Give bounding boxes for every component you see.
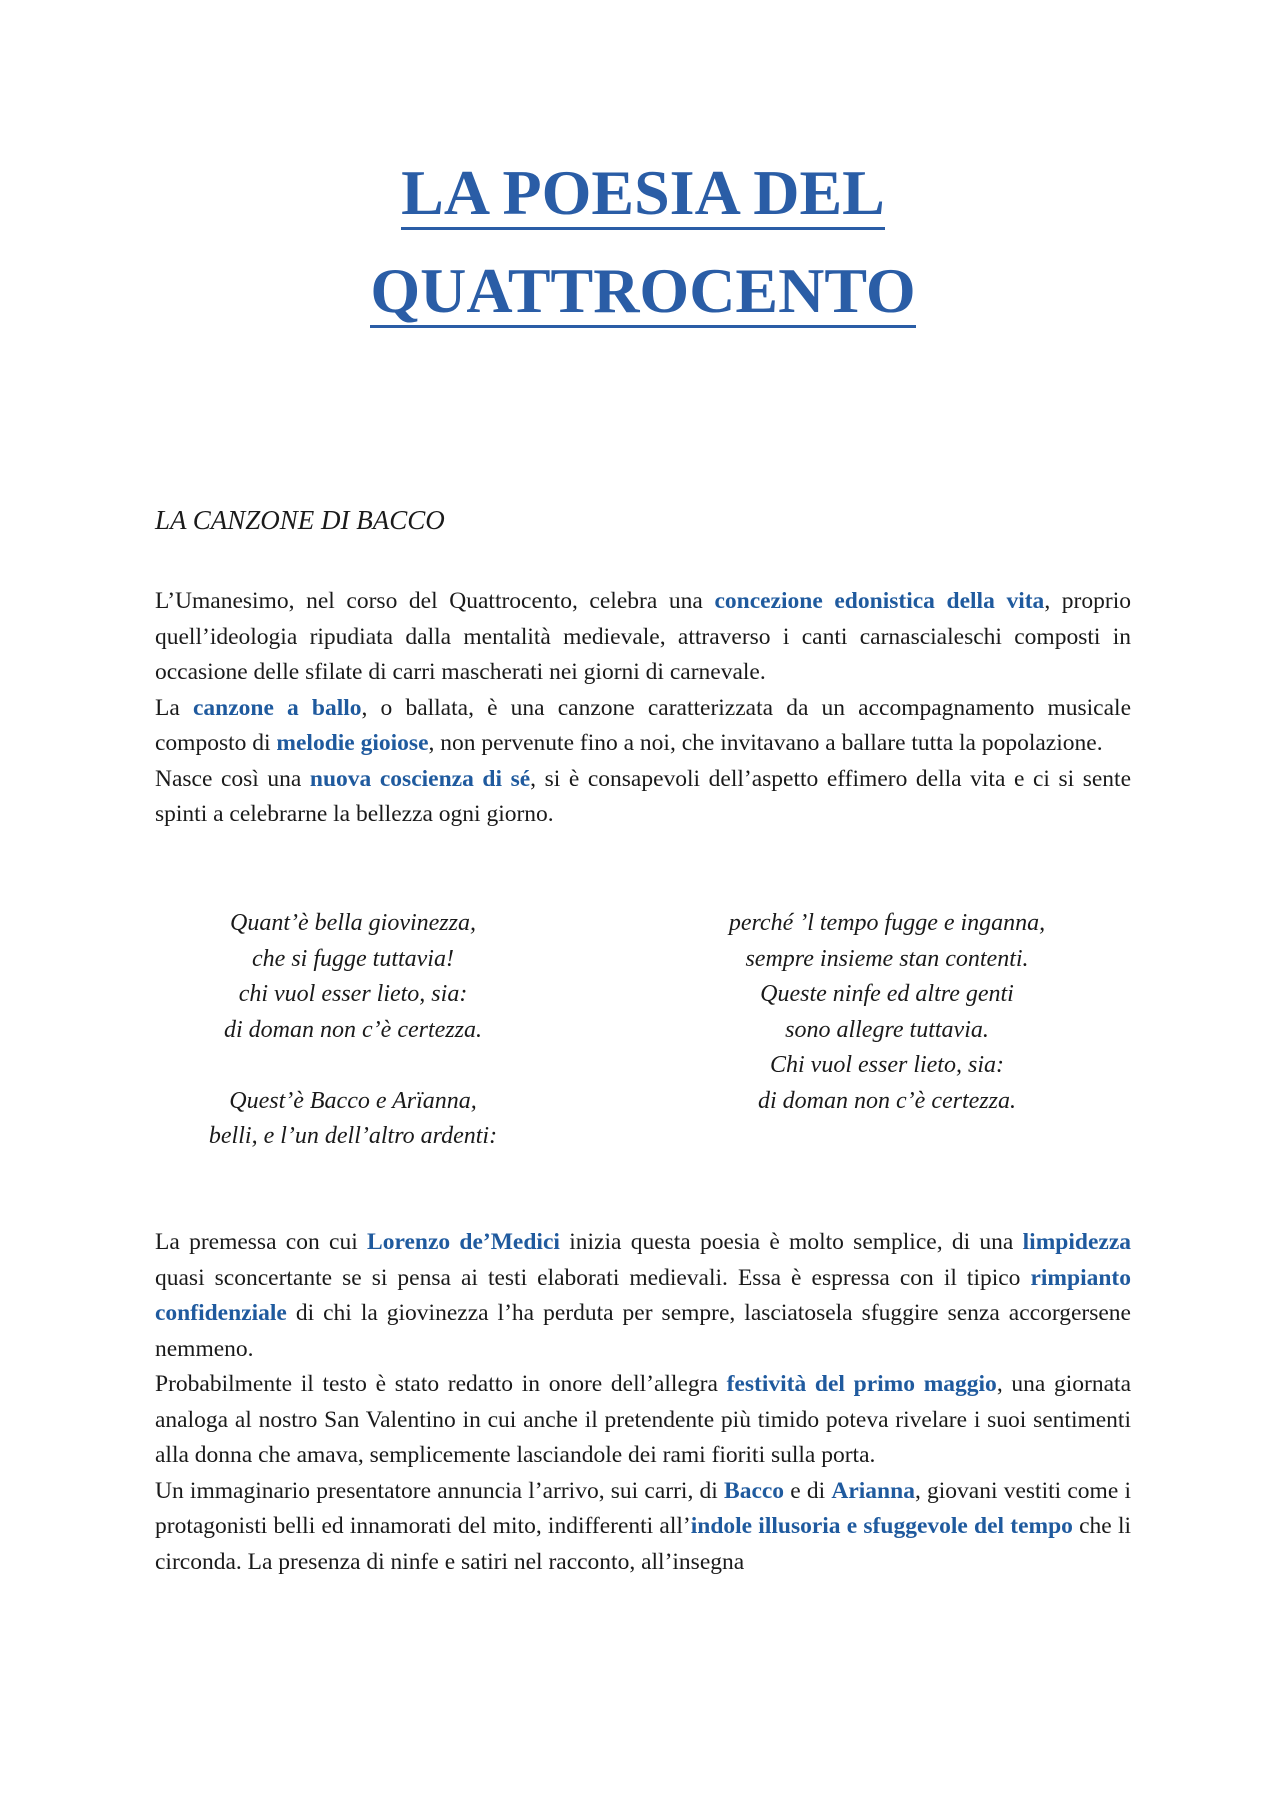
poem-column-left: [203, 906, 503, 1155]
highlight-term: festività del primo maggio: [726, 1371, 997, 1397]
section-heading: LA CANZONE DI BACCO: [155, 505, 445, 535]
poem-line: di doman non c’è certezza.: [224, 1016, 482, 1043]
highlight-term: melodie gioiose: [276, 730, 429, 756]
highlight-term: nuova coscienza di sé: [309, 765, 531, 792]
title-line-1: LA POESIA DEL: [401, 157, 885, 228]
poem-line: sempre insieme stan contenti.: [745, 945, 1029, 972]
text-run: e di: [784, 1477, 832, 1504]
poem-line: Queste ninfe ed altre genti: [760, 981, 1014, 1007]
poem-line: Chi vuol esser lieto, sia:: [770, 1052, 1004, 1078]
poem-line: belli, e l’un dell’altro ardenti:: [208, 1123, 498, 1149]
poem-line: sono allegre tuttavia.: [785, 1016, 989, 1043]
intro-paragraph-2: [155, 691, 1131, 762]
text-run: L’Umanesimo, nel corso del Quattrocento, celebra una: [155, 588, 715, 614]
title-line-2: QUATTROCENTO: [370, 255, 916, 326]
text-run: , giovani vestiti come i protagonisti belli ed innamorati del mito, indifferenti all’: [155, 1477, 1131, 1539]
page-title: [155, 150, 1131, 334]
highlight-term: Arianna: [831, 1477, 915, 1504]
analysis-paragraph-3: [155, 1474, 1131, 1581]
text-run: inizia questa poesia è molto semplice, di una: [559, 1229, 1023, 1255]
text-run: Probabilmente il testo è stato redatto in onore dell’allegra: [155, 1371, 727, 1397]
poem-line: di doman non c’è certezza.: [758, 1087, 1016, 1114]
text-run: , una giornata analoga al nostro San Valentino in cui anche il pretendente più timido poteva rivelare i suoi sentimenti alla donna che amava, semplicemente lasciandole dei rami fioriti sulla porta.: [155, 1371, 1132, 1468]
highlight-term: canzone a ballo: [192, 694, 362, 721]
highlight-term: indole illusoria e sfuggevole del tempo: [690, 1513, 1073, 1539]
text-run: , o ballata, è una canzone caratterizzata da un accompagnamento musicale composto di: [155, 694, 1131, 756]
poem-line: [203, 1048, 503, 1084]
poem-line: Quest’è Bacco e Arïanna,: [229, 1087, 477, 1114]
poem-line: Quant’è bella giovinezza,: [230, 910, 476, 936]
text-run: La: [155, 694, 193, 721]
poem-line: che si fugge tuttavia!: [252, 945, 454, 972]
intro-text: [155, 584, 1131, 833]
text-run: che li circonda. La presenza di ninfe e satiri nel racconto, all’insegna: [155, 1513, 1131, 1575]
highlight-term: rimpianto confidenziale: [155, 1264, 1131, 1326]
text-run: Nasce così una: [155, 765, 310, 792]
poem-column-right: [722, 906, 1052, 1119]
text-run: La premessa con cui: [155, 1229, 368, 1255]
analysis-text: [155, 1225, 1131, 1580]
poem-line: perché ’l tempo fugge e inganna,: [728, 910, 1046, 936]
text-run: quasi sconcertante se si pensa ai testi elaborati medievali. Essa è espressa con il tipico: [155, 1264, 1031, 1291]
highlight-term: Lorenzo de’Medici: [367, 1229, 560, 1255]
highlight-term: concezione edonistica della vita: [714, 588, 1045, 614]
text-run: di chi la giovinezza l’ha perduta per sempre, lasciatosela sfuggire senza accorgersene nemmeno.: [155, 1300, 1131, 1362]
poem-line: chi vuol esser lieto, sia:: [238, 981, 468, 1007]
highlight-term: Bacco: [724, 1477, 785, 1504]
analysis-paragraph-2: [155, 1367, 1131, 1474]
analysis-paragraph-1: [155, 1225, 1131, 1367]
text-run: , proprio quell’ideologia ripudiata dalla mentalità medievale, attraverso i canti carnascialeschi composti in occasione delle sfilate di carri mascherati nei giorni di carnevale.: [155, 588, 1131, 685]
intro-paragraph-3: [155, 762, 1131, 833]
highlight-term: limpidezza: [1022, 1229, 1131, 1255]
text-run: , si è consapevoli dell’aspetto effimero della vita e ci si sente spinti a celebrarne la bellezza ogni giorno.: [155, 765, 1131, 827]
text-run: , non pervenute fino a noi, che invitavano a ballare tutta la popolazione.: [428, 730, 1103, 756]
text-run: Un immaginario presentatore annuncia l’arrivo, sui carri, di: [155, 1477, 725, 1504]
intro-paragraph-1: [155, 584, 1131, 691]
